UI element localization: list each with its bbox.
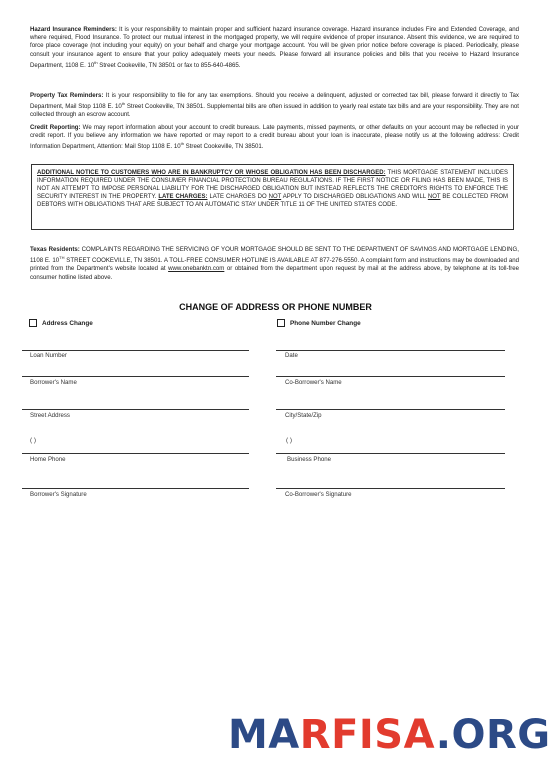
hazard-insurance-text: It is your responsibility to maintain proper and sufficient hazard insurance coverage. Hazard insurance includes Fire and Extended Coverage, and where required, Flood Insurance. To protect our mutual interest in the mortgaged property, we will require evidence of proper insurance. Absent this evidence, we are required to force place coverage (not including your equity) on your behalf and charge your mortgage account. You will be given prior notice before coverage is placed. Periodically, please consult your insurance agent to ensure that your policy adequately meets your needs. Please forward all insurance policies and bills that you receive to Hazard Insurance Department, 1108 E. 10 bbox=[30, 26, 519, 69]
home-phone-label: Home Phone bbox=[30, 456, 66, 463]
texas-residents-text-3: or obtained from the department upon request by mail at the address above, by telephone at its toll-free consumer hotline listed above. bbox=[30, 265, 519, 281]
texas-residents-text-2: STREET COOKEVILLE, TN 38501. A TOLL-FREE CONSUMER HOTLINE IS AVAILABLE AT 877-276-5550. A complaint form and instructions may be downloaded and printed from the Department's website located at bbox=[30, 257, 519, 273]
coborrower-signature-field[interactable] bbox=[276, 488, 505, 489]
credit-reporting-paragraph bbox=[30, 124, 519, 152]
business-phone-field[interactable] bbox=[276, 453, 505, 454]
address-change-option[interactable] bbox=[29, 319, 93, 327]
hazard-insurance-paragraph bbox=[30, 26, 519, 70]
superscript: th bbox=[121, 101, 126, 107]
superscript: TH bbox=[59, 255, 65, 261]
address-change-checkbox[interactable] bbox=[29, 319, 37, 327]
hazard-insurance-title: Hazard Insurance Reminders: bbox=[30, 26, 117, 33]
phone-change-option[interactable] bbox=[277, 319, 361, 327]
coborrower-name-label: Co-Borrower's Name bbox=[285, 379, 342, 386]
watermark-text-3: .ORG bbox=[435, 712, 551, 758]
loan-number-field[interactable] bbox=[22, 350, 249, 351]
marfisa-watermark-logo bbox=[228, 712, 551, 764]
business-phone-area-code: ( ) bbox=[286, 437, 293, 444]
date-label: Date bbox=[285, 352, 298, 359]
borrower-signature-label: Borrower's Signature bbox=[30, 491, 87, 498]
bankruptcy-notice-text-4: BE COLLECTED FROM DEBTORS WITH OBLIGATIONS THAT ARE SUBJECT TO AN AUTOMATIC STAY UNDER TITLE 11 OF THE UNITED STATES CODE. bbox=[37, 194, 508, 209]
change-of-address-title: CHANGE OF ADDRESS OR PHONE NUMBER bbox=[179, 302, 372, 312]
street-address-label: Street Address bbox=[30, 412, 70, 419]
website-link[interactable]: www.onebanktn.com bbox=[168, 265, 225, 273]
street-address-field[interactable] bbox=[22, 409, 249, 410]
watermark-text-1: MA bbox=[228, 712, 300, 758]
texas-residents-paragraph bbox=[30, 246, 519, 282]
property-tax-text-end: Street Cookeville, TN 38501. Supplemental bills are often issued in addition to yearly real estate tax bills and are your responsibility. They are not collected through an escrow account. bbox=[30, 103, 519, 119]
coborrower-signature-label: Co-Borrower's Signature bbox=[285, 491, 352, 498]
business-phone-label: Business Phone bbox=[287, 456, 332, 463]
city-state-zip-field[interactable] bbox=[276, 409, 505, 410]
property-tax-text: It is your responsibility to file for any tax exemptions. Should you receive a delinquent, adjusted or corrected tax bill, please forward it directly to Tax Department, Mail Stop 1108 E. 10 bbox=[30, 92, 519, 111]
phone-change-label: Phone Number Change bbox=[290, 319, 361, 327]
bankruptcy-notice-text-2: LATE CHARGES DO bbox=[207, 194, 269, 201]
borrower-name-label: Borrower's Name bbox=[30, 379, 77, 386]
home-phone-field[interactable] bbox=[22, 453, 249, 454]
bankruptcy-notice-box bbox=[31, 164, 514, 230]
borrower-name-field[interactable] bbox=[22, 376, 249, 377]
not-emphasis: NOT bbox=[427, 194, 441, 201]
bankruptcy-notice-text-3: APPLY TO DISCHARGED OBLIGATIONS AND WILL bbox=[281, 194, 428, 201]
date-field[interactable] bbox=[276, 350, 505, 351]
borrower-signature-field[interactable] bbox=[22, 488, 249, 489]
city-state-zip-label: City/State/Zip bbox=[285, 412, 322, 419]
superscript: th bbox=[94, 59, 98, 65]
phone-change-checkbox[interactable] bbox=[277, 319, 285, 327]
credit-reporting-text-end: Street Cookeville, TN 38501. bbox=[183, 143, 264, 151]
texas-residents-title: Texas Residents: bbox=[30, 246, 80, 253]
credit-reporting-title: Credit Reporting: bbox=[30, 124, 81, 131]
loan-number-label: Loan Number bbox=[30, 352, 67, 359]
property-tax-title: Property Tax Reminders: bbox=[30, 92, 104, 99]
superscript: th bbox=[180, 141, 184, 147]
texas-residents-text: COMPLAINTS REGARDING THE SERVICING OF YOUR MORTGAGE SHOULD BE SENT TO THE DEPARTMENT OF SAVINGS AND MORTGAGE LENDING, 1108 E. 10 bbox=[30, 246, 519, 265]
late-charges-label: LATE CHARGES: bbox=[158, 194, 208, 201]
bankruptcy-notice-text: THIS MORTGAGE STATEMENT INCLUDES INFORMATION REQUIRED UNDER THE CONSUMER FINANCIAL PROTECTION BUREAU REGULATIONS. IF THE FIRST NOTICE OR FILING HAS BEEN MADE, THIS IS NOT AN ATTEMPT TO IMPOSE PERSONAL LIABILITY FOR THE DISCHARGED OBLIGATION BUT INSTEAD REFLECTS THE CREDITOR'S RIGHTS TO ENFORCE THE SECURITY INTEREST IN THE PROPERTY. bbox=[37, 170, 508, 201]
property-tax-paragraph bbox=[30, 92, 519, 120]
hazard-insurance-text-end: Street Cookeville, TN 38501 or fax to 855-640-4865. bbox=[97, 61, 241, 69]
address-change-label: Address Change bbox=[42, 319, 93, 327]
bankruptcy-notice-title: ADDITIONAL NOTICE TO CUSTOMERS WHO ARE IN BANKRUPTCY OR WHOSE OBLIGATION HAS BEEN DISCHARGED: bbox=[37, 170, 386, 176]
watermark-text-2: RFISA bbox=[299, 712, 436, 758]
coborrower-name-field[interactable] bbox=[276, 376, 505, 377]
credit-reporting-text: We may report information about your account to credit bureaus. Late payments, missed payments, or other defaults on your account may be reflected in your credit report. If you believe any information we have reported or may report to a credit bureau about your loan is inaccurate, please notify us at the following address: Credit Information Department, Attention: Mail Stop 1108 E. 10 bbox=[30, 124, 519, 151]
home-phone-area-code: ( ) bbox=[30, 437, 37, 444]
not-emphasis: NOT bbox=[268, 194, 282, 201]
